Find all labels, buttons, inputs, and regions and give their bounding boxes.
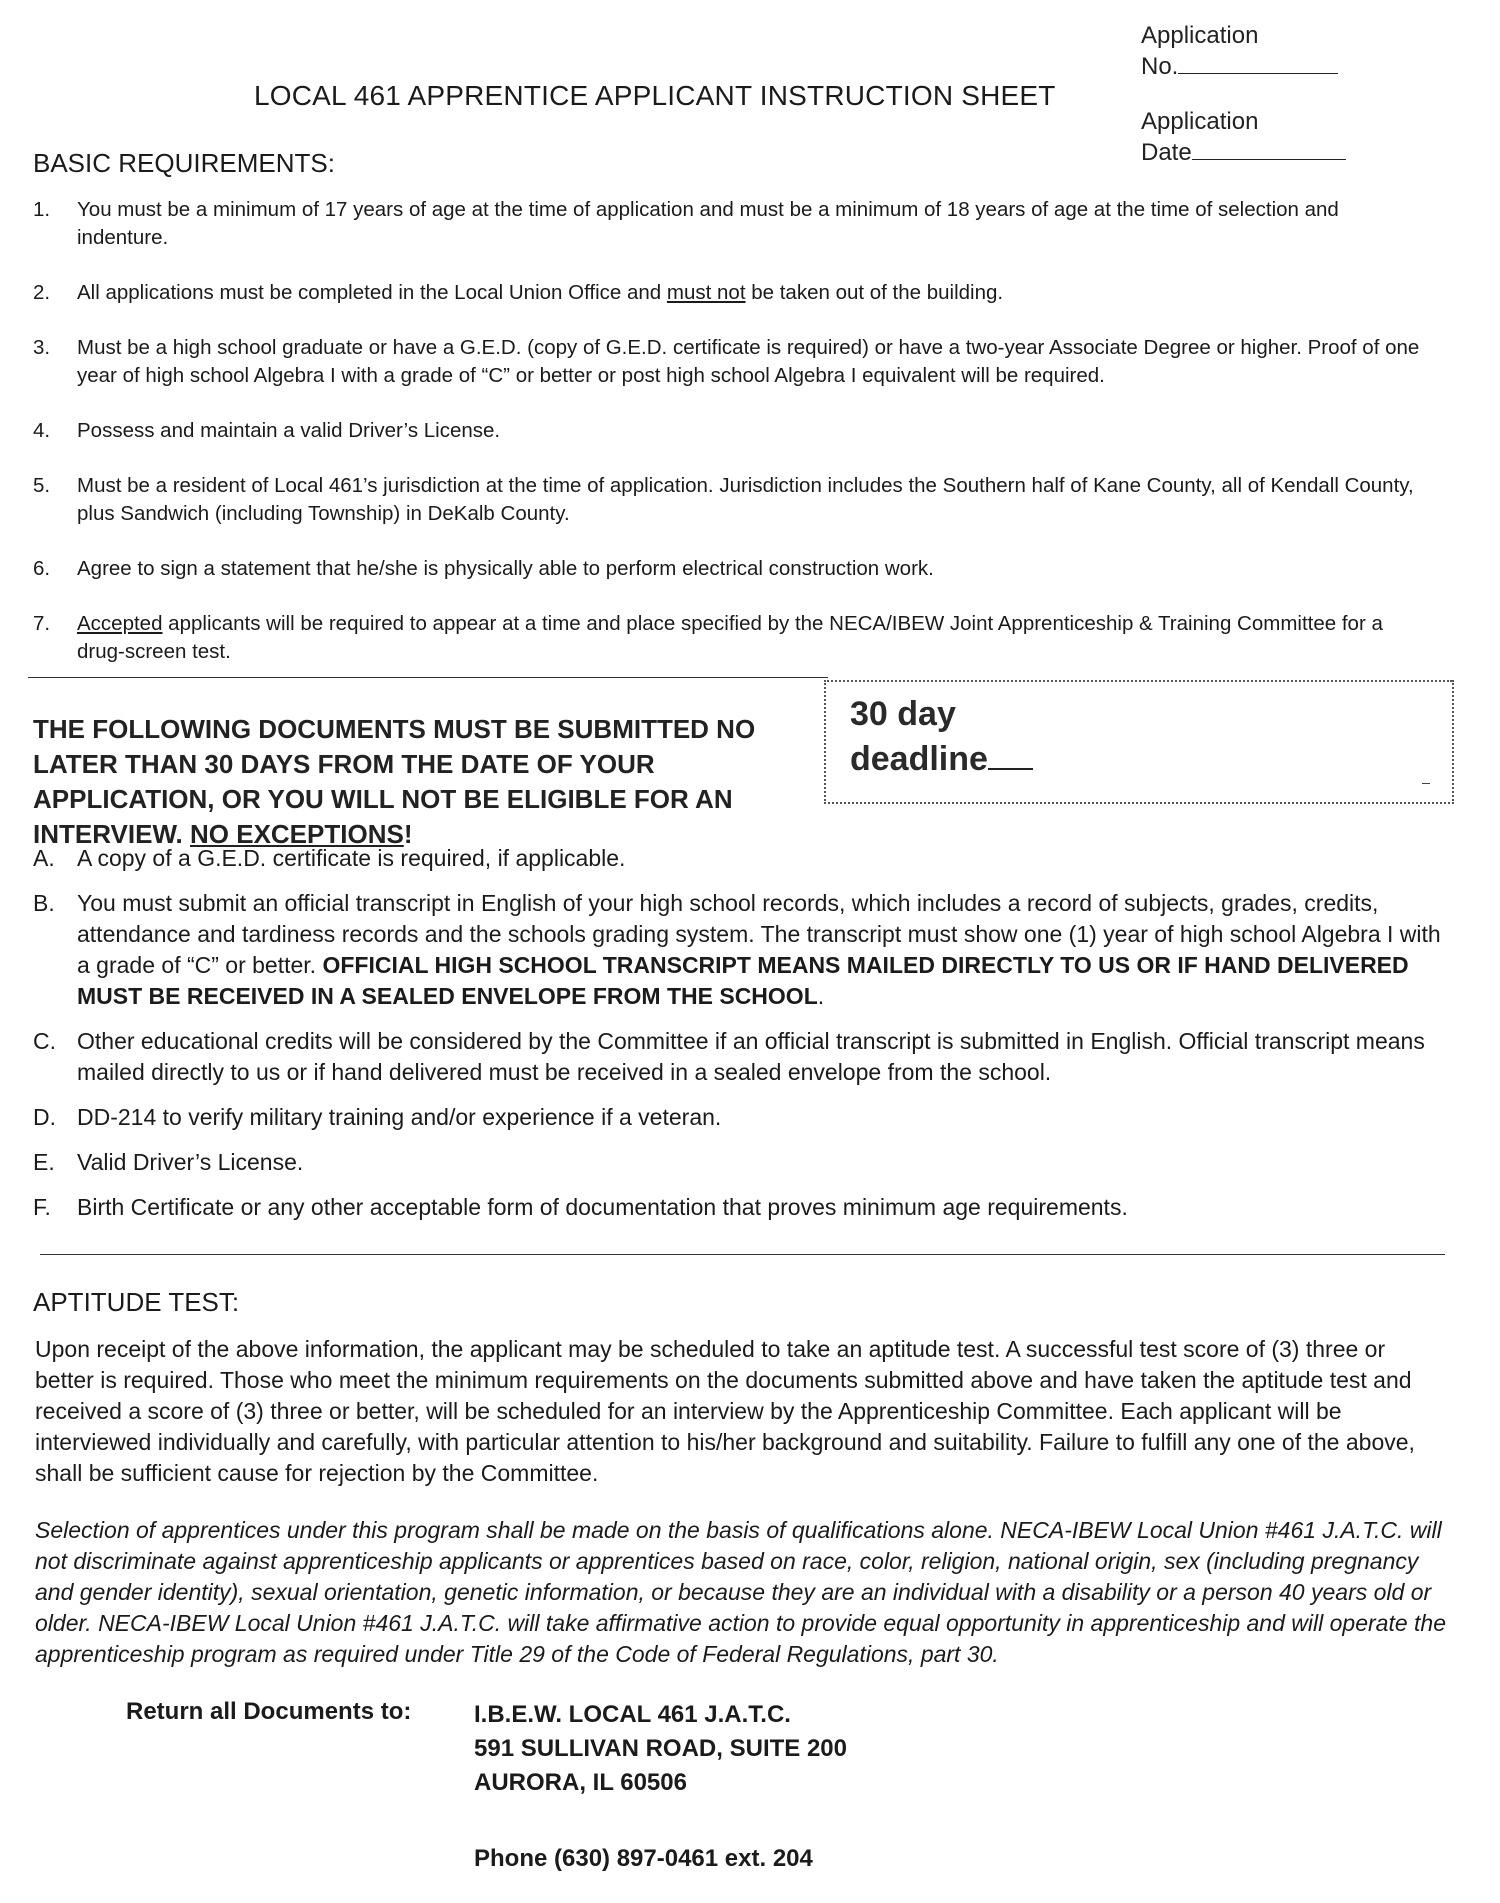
list-item	[33, 1026, 1453, 1088]
phone-number: Phone (630) 897-0461 ext. 204	[474, 1845, 813, 1872]
list-item	[33, 888, 1453, 1012]
item-text: Birth Certificate or any other acceptable form of documentation that proves minimum age requirements.	[77, 1194, 1128, 1220]
item-text: Valid Driver’s License.	[77, 1149, 304, 1175]
stray-mark	[1422, 783, 1430, 784]
list-item	[33, 843, 1453, 874]
item-text: Agree to sign a statement that he/she is physically able to perform electrical construction work.	[77, 557, 934, 580]
item-number: 7.	[33, 612, 51, 635]
documents-heading	[33, 712, 823, 852]
equal-opportunity-notice: Selection of apprentices under this program shall be made on the basis of qualifications alone. NECA-IBEW Local Union #461 J.A.T.C. will not discriminate against apprenticeship applicants or apprentices based on race, color, religion, national origin, sex (including pregnancy and gender identity), sexual orientation, genetic information, or because they are an individual with a disability or a person 40 years old or older. NECA-IBEW Local Union #461 J.A.T.C. will take affirmative action to provide equal opportunity in apprenticeship and will operate the apprenticeship program as required under Title 29 of the Code of Federal Regulations, part 30.	[35, 1517, 1446, 1667]
list-item	[33, 417, 1433, 445]
list-item	[33, 610, 1433, 666]
item-letter: E.	[33, 1149, 55, 1175]
list-item	[33, 334, 1433, 390]
item-number: 1.	[33, 198, 51, 221]
item-letter: A.	[33, 845, 55, 871]
list-item	[33, 279, 1433, 307]
application-number-row	[1141, 51, 1346, 82]
address-line-2: 591 SULLIVAN ROAD, SUITE 200	[474, 1735, 847, 1762]
list-item	[33, 196, 1433, 252]
documents-heading-end: !	[403, 819, 413, 849]
item-number: 5.	[33, 474, 51, 497]
page-title: LOCAL 461 APPRENTICE APPLICANT INSTRUCTION SHEET	[254, 80, 1056, 111]
deadline-text	[850, 692, 1033, 782]
address-line-1: I.B.E.W. LOCAL 461 J.A.T.C.	[474, 1701, 791, 1728]
application-number-prefix: No.	[1141, 53, 1179, 80]
application-number-label: Application	[1141, 22, 1259, 49]
deadline-line-1: 30 day	[850, 695, 956, 733]
deadline-box	[824, 680, 1454, 804]
deadline-blank[interactable]	[988, 738, 1033, 770]
item-emphasis: OFFICIAL HIGH SCHOOL TRANSCRIPT MEANS MAILED DIRECTLY TO US OR IF HAND DELIVERED MUST BE RECEIVED IN A SEALED ENVELOPE FROM THE SCHOOL	[77, 952, 1409, 1009]
documents-list	[33, 843, 1453, 1237]
list-item	[33, 1147, 1453, 1178]
item-text: Must be a resident of Local 461’s jurisdiction at the time of application. Jurisdiction includes the Southern half of Kane County, all of Kendall County, plus Sandwich (including Township) in DeKalb County.	[77, 474, 1414, 525]
item-text: Possess and maintain a valid Driver’s License.	[77, 419, 501, 442]
application-date-prefix: Date	[1141, 139, 1192, 166]
item-letter: C.	[33, 1028, 56, 1054]
documents-heading-text: THE FOLLOWING DOCUMENTS MUST BE SUBMITTED NO LATER THAN 30 DAYS FROM THE DATE OF YOUR APPLICATION, OR YOU WILL NOT BE ELIGIBLE FOR AN INTERVIEW.	[33, 714, 756, 849]
return-address	[474, 1698, 847, 1876]
basic-requirements-heading: BASIC REQUIREMENTS:	[33, 148, 335, 178]
item-emphasis: Accepted	[77, 612, 163, 635]
section-divider	[40, 1254, 1445, 1255]
list-item	[33, 1192, 1453, 1223]
item-text: Must be a high school graduate or have a G.E.D. (copy of G.E.D. certificate is required) or have a two-year Associate Degree or higher. Proof of one year of high school Algebra I with a grade of “C” or better or post high school Algebra I equivalent will be required.	[77, 336, 1420, 387]
aptitude-body: Upon receipt of the above information, the applicant may be scheduled to take an aptitude test. A successful test score of (3) three or better is required. Those who meet the minimum requirements on the documents submitted above and have taken the aptitude test and received a score of (3) three or better, will be scheduled for an interview by the Apprenticeship Committee. Each applicant will be interviewed individually and carefully, with particular attention to his/her background and suitability. Failure to fulfill any one of the above, shall be sufficient cause for rejection by the Committee.	[35, 1336, 1415, 1486]
item-number: 6.	[33, 557, 51, 580]
application-date-blank[interactable]	[1192, 137, 1346, 160]
application-date-label: Application	[1141, 108, 1259, 135]
item-number: 3.	[33, 336, 51, 359]
item-text: applicants will be required to appear at a time and place specified by the NECA/IBEW Joint Apprenticeship & Training Committee for a drug-screen test.	[77, 612, 1383, 663]
item-emphasis: must not	[666, 281, 746, 304]
item-text: be taken out of the building.	[745, 281, 1004, 304]
return-label: Return all Documents to:	[126, 1698, 412, 1725]
aptitude-heading: APTITUDE TEST:	[33, 1287, 240, 1317]
requirements-list	[33, 196, 1433, 666]
deadline-word: deadline	[850, 740, 988, 778]
application-date-row	[1141, 137, 1346, 168]
list-item	[33, 472, 1433, 528]
item-number: 2.	[33, 281, 51, 304]
deadline-line-2	[850, 737, 1033, 782]
item-text: You must be a minimum of 17 years of age at the time of application and must be a minimum of 18 years of age at the time of selection and indenture.	[77, 198, 1339, 249]
item-letter: F.	[33, 1194, 51, 1220]
item-text: You must submit an official transcript in English of your high school records, which includes a record of subjects, grades, credits, attendance and tardiness records and the schools grading system. The transcript must show one (1) year of high school Algebra I with a grade of “C” or better.	[77, 890, 1441, 978]
item-text: All applications must be completed in the Local Union Office and	[77, 281, 667, 304]
item-text: Other educational credits will be considered by the Committee if an official transcript is submitted in English. Official transcript means mailed directly to us or if hand delivered must be received in a sealed envelope from the school.	[77, 1028, 1425, 1085]
application-number-blank[interactable]	[1178, 51, 1338, 74]
address-line-3: AURORA, IL 60506	[474, 1769, 687, 1796]
application-info	[1141, 20, 1346, 168]
item-number: 4.	[33, 419, 51, 442]
no-exceptions: NO EXCEPTIONS	[190, 819, 404, 849]
item-letter: D.	[33, 1104, 56, 1130]
item-text-end: .	[817, 983, 825, 1009]
item-text: DD-214 to verify military training and/or experience if a veteran.	[77, 1104, 722, 1130]
section-divider	[28, 677, 828, 678]
list-item	[33, 555, 1433, 583]
item-text: A copy of a G.E.D. certificate is required, if applicable.	[77, 845, 626, 871]
list-item	[33, 1102, 1453, 1133]
item-letter: B.	[33, 890, 55, 916]
